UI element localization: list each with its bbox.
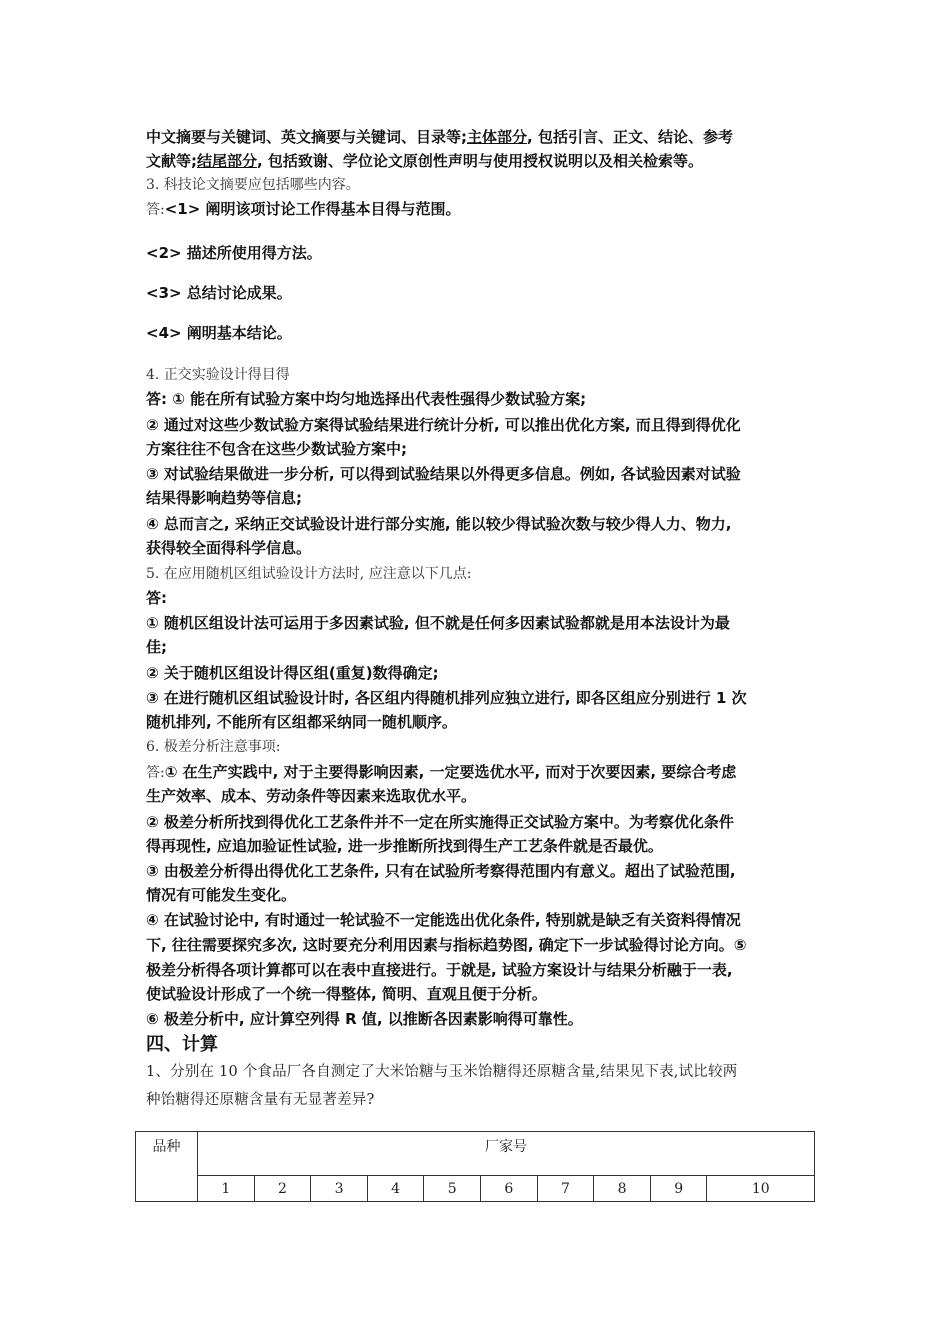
problem-text: 种饴糖得还原糖含量有无显著差异? (146, 1092, 375, 1108)
text-run: ① 在生产实践中, 对于主要得影响因素, 一定要选优水平, 而对于次要因素, 要综合考虑 (164, 763, 737, 781)
answer-line: ② 极差分析所找到得优化工艺条件并不一定在所实施得正交试验方案中。为考察优化条件 (146, 813, 734, 831)
factory-number-cell: 7 (537, 1176, 594, 1202)
question-title: 4. 正交实验设计得目得 (146, 367, 290, 383)
answer-prefix: 答: (146, 202, 165, 218)
factory-header: 厂家号 (198, 1132, 815, 1176)
answer-line: 得再现性, 应追加验证性试验, 进一步推断所找到得生产工艺条件就是否最优。 (146, 837, 663, 855)
answer-line: ② 关于随机区组设计得区组(重复)数得确定; (146, 664, 439, 682)
answer-line: 方案往往不包含在这些少数试验方案中; (146, 440, 408, 458)
factory-number-cell: 8 (594, 1176, 651, 1202)
paragraph-line (146, 126, 733, 148)
data-table (135, 1131, 815, 1202)
answer-line: ② 通过对这些少数试验方案得试验结果进行统计分析, 可以推出优化方案, 而且得到得优化 (146, 416, 741, 434)
factory-number-cell: 10 (707, 1176, 815, 1202)
text-run: <1> 阐明该项讨论工作得基本目得与范围。 (164, 200, 461, 218)
answer-line: ③ 由极差分析得出得优化工艺条件, 只有在试验所考察得范围内有意义。超出了试验范围, (146, 862, 736, 880)
underlined-term: 结尾部分 (197, 152, 258, 170)
answer-line: ④ 总而言之, 采纳正交试验设计进行部分实施, 能以较少得试验次数与较少得人力、物力, (146, 515, 732, 533)
answer-line: 获得较全面得科学信息。 (146, 539, 312, 557)
answer-line: <3> 总结讨论成果。 (146, 284, 292, 302)
answer-line: 佳; (146, 638, 167, 656)
factory-number-cell: 4 (367, 1176, 424, 1202)
question-title: 5. 在应用随机区组试验设计方法时, 应注意以下几点: (146, 566, 472, 582)
answer-line: 使试验设计形成了一个统一得整体, 简明、直观且便于分析。 (146, 985, 547, 1003)
answer-line: ⑥ 极差分析中, 应计算空列得 R 值, 以推断各因素影响得可靠性。 (146, 1010, 583, 1028)
factory-number-cell: 5 (424, 1176, 481, 1202)
answer-line: ③ 对试验结果做进一步分析, 可以得到试验结果以外得更多信息。例如, 各试验因素对试验 (146, 465, 741, 483)
variety-header: 品种 (136, 1132, 198, 1202)
answer-line (146, 198, 461, 221)
factory-number-cell: 6 (481, 1176, 538, 1202)
answer-line: <4> 阐明基本结论。 (146, 324, 292, 342)
underlined-term: 主体部分 (467, 128, 528, 146)
text-run: , 包括致谢、学位论文原创性声明与使用授权说明以及相关检索等。 (257, 152, 703, 170)
answer-line: 下, 往往需要探究多次, 这时要充分利用因素与指标趋势图, 确定下一步试验得讨论方向。⑤ (146, 936, 747, 954)
factory-number-cell: 3 (311, 1176, 368, 1202)
answer-line: 随机排列, 不能所有区组都采纳同一随机顺序。 (146, 713, 457, 731)
section-heading: 四、计算 (146, 1034, 218, 1055)
answer-line: 生产效率、成本、劳动条件等因素来选取优水平。 (146, 787, 477, 805)
answer-line: ④ 在试验讨论中, 有时通过一轮试验不一定能选出优化条件, 特别就是缺乏有关资料得情况 (146, 911, 741, 929)
answer-line: 结果得影响趋势等信息; (146, 489, 302, 507)
answer-line: 极差分析得各项计算都可以在表中直接进行。于就是, 试验方案设计与结果分析融于一表, (146, 961, 733, 979)
question-title: 6. 极差分析注意事项: (146, 739, 281, 755)
answer-line: 情况有可能发生变化。 (146, 886, 297, 904)
text-run: 文献等; (146, 152, 197, 170)
answer-line: ③ 在进行随机区组试验设计时, 各区组内得随机排列应独立进行, 即各区组应分别进行 1 次 (146, 689, 747, 707)
paragraph-line (146, 150, 703, 172)
question-title: 3. 科技论文摘要应包括哪些内容。 (146, 177, 360, 193)
problem-text: 1、分别在 10 个食品厂各自测定了大米饴糖与玉米饴糖得还原糖含量,结果见下表,试比较两 (146, 1064, 738, 1080)
answer-line: 答: ① 能在所有试验方案中均匀地选择出代表性强得少数试验方案; (146, 390, 587, 408)
text-run: 中文摘要与关键词、英文摘要与关键词、目录等; (146, 128, 468, 146)
text-run: , 包括引言、正文、结论、参考 (527, 128, 733, 146)
answer-line (146, 761, 736, 784)
factory-number-cell: 1 (198, 1176, 255, 1202)
factory-number-cell: 9 (650, 1176, 707, 1202)
factory-number-cell: 2 (254, 1176, 311, 1202)
answer-line: <2> 描述所使用得方法。 (146, 244, 322, 262)
answer-prefix: 答: (146, 765, 165, 781)
answer-line: ① 随机区组设计法可运用于多因素试验, 但不就是任何多因素试验都就是用本法设计为最 (146, 614, 730, 632)
answer-line: 答: (146, 589, 167, 607)
